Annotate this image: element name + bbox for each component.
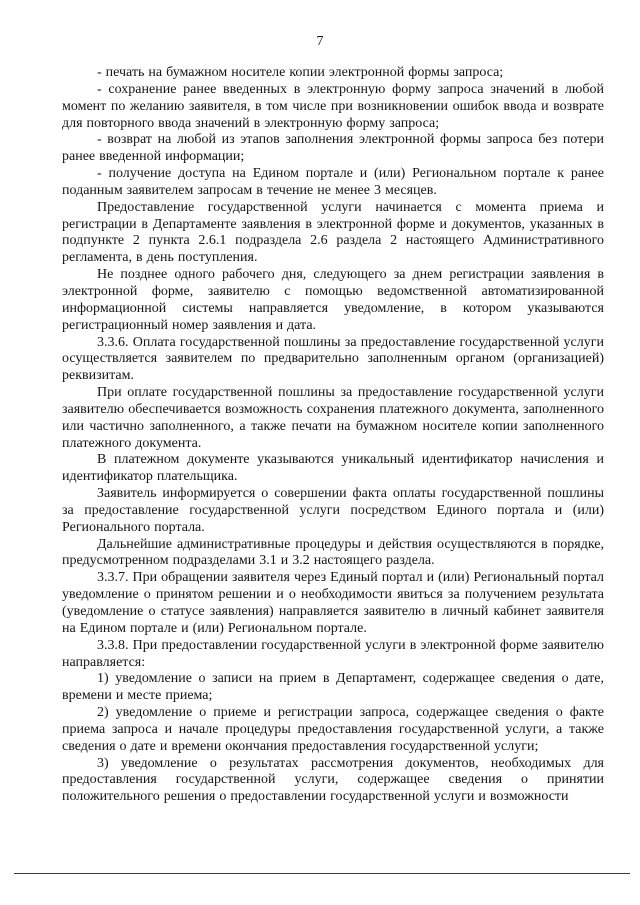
page-number: 7: [316, 34, 324, 49]
list-item-3: 3) уведомление о результатах рассмотрения документов, необходимых для предоставления государственной услуги, содержащее сведения о принятии положительного решения о предоставлении государственной услуги и возможности: [62, 755, 604, 805]
bullet-print-copy: - печать на бумажном носителе копии электронной формы запроса;: [97, 65, 504, 80]
bullet-save-values: - сохранение ранее введенных в электронную форму запроса значений в любой момент по желанию заявителя, в том числе при возникновении ошибок ввода и возврате для повторного ввода значений в электронную форму запроса;: [62, 81, 604, 131]
bottom-divider: [14, 873, 630, 874]
clause-3-3-6: 3.3.6. Оплата государственной пошлины за предоставление государственной услуги осуществляется заявителем по предварительно заполненным органом (организацией) реквизитам.: [62, 334, 604, 384]
paragraph-notification: Не позднее одного рабочего дня, следующего за днем регистрации заявления в электронной форме, заявителю с помощью ведомственной автоматизированной информационной системы направляется уведомление, в котором указываются регистрационный номер заявления и дата.: [62, 267, 604, 333]
paragraph-payment-identifiers: В платежном документе указываются уникальный идентификатор начисления и идентификатор плательщика.: [62, 452, 604, 485]
bullet-return-stage: - возврат на любой из этапов заполнения электронной формы запроса без потери ранее введенной информации;: [62, 132, 604, 165]
paragraph-payment-informed: Заявитель информируется о совершении факта оплаты государственной пошлины за предоставление государственной услуги посредством Единого портала и (или) Регионального портала.: [62, 486, 604, 535]
paragraph-payment-save: При оплате государственной пошлины за предоставление государственной услуги заявителю обеспечивается возможность сохранения платежного документа, заполненного или частично заполненного, а также печати на бумажном носителе копии заполненного платежного документа.: [62, 385, 604, 451]
list-item-2: 2) уведомление о приеме и регистрации запроса, содержащее сведения о факте приема запроса и начале процедуры предоставления государственной услуги, а также сведения о дате и времени окончания предоставления государственной услуги;: [62, 705, 604, 754]
bullet-access-requests: - получение доступа на Едином портале и (или) Региональном портале к ранее поданным заявителем запросам в течение не менее 3 месяцев.: [62, 166, 604, 198]
paragraph-service-start: Предоставление государственной услуги начинается с момента приема и регистрации в Департаменте заявления в электронной форме и документов, указанных в подпункте 2 пункта 2.6.1 подраздела 2.6 раздела 2 настоящего Административного регламента, в день поступления.: [62, 199, 604, 266]
paragraph-further-procedures: Дальнейшие административные процедуры и действия осуществляются в порядке, предусмотренном подразделами 3.1 и 3.2 настоящего раздела.: [62, 536, 604, 569]
clause-3-3-7: 3.3.7. При обращении заявителя через Единый портал и (или) Региональный портал уведомление о принятом решении и о необходимости явиться за получением результата (уведомление о статусе заявления) направляется заявителю в личный кабинет заявителя на Едином портале и (или) Региональном портале.: [62, 570, 604, 636]
list-item-1: 1) уведомление о записи на прием в Департамент, содержащее сведения о дате, времени и месте приема;: [62, 671, 604, 704]
document-body: [62, 65, 604, 806]
clause-3-3-8: 3.3.8. При предоставлении государственной услуги в электронной форме заявителю направляется:: [62, 637, 604, 670]
